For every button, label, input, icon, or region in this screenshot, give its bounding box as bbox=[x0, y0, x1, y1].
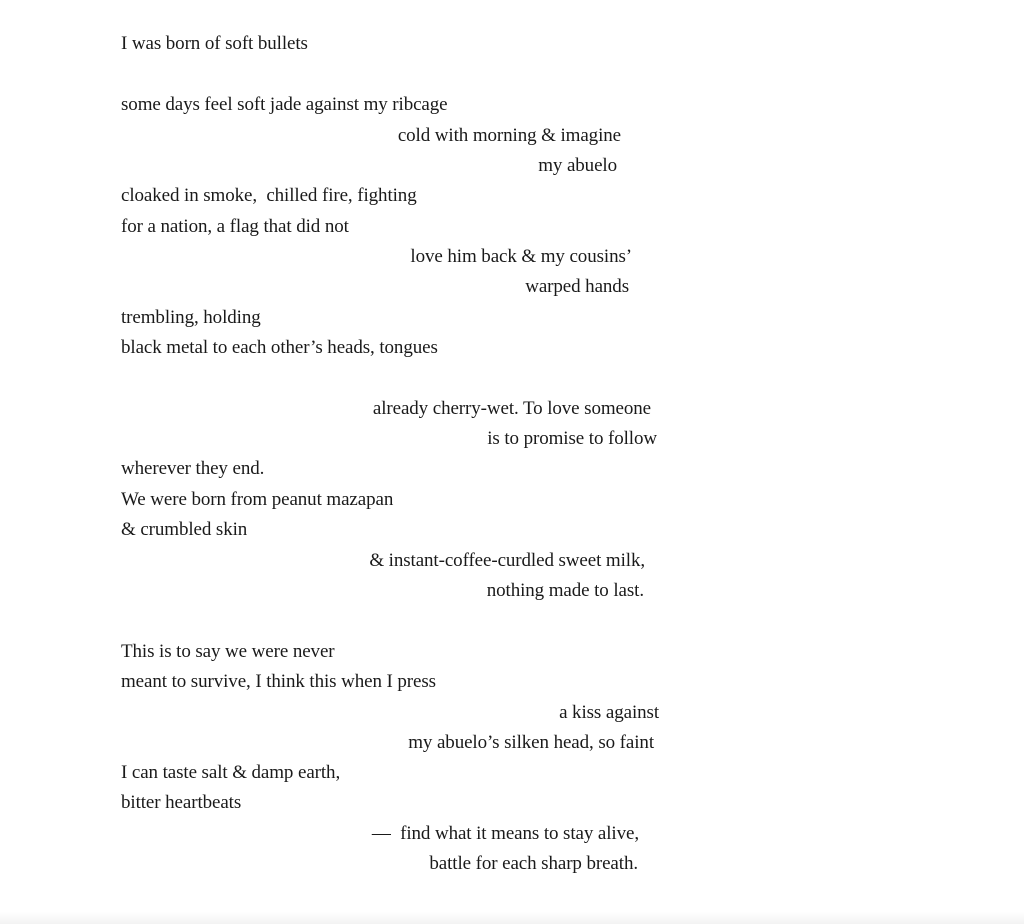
page-bottom-edge bbox=[0, 912, 1024, 924]
poem-line: wherever they end. bbox=[121, 458, 265, 479]
poem-line: cold with morning & imagine bbox=[397, 125, 621, 146]
poem-line: & crumbled skin bbox=[121, 519, 248, 540]
poem-line: black metal to each other’s heads, tongues bbox=[121, 337, 438, 358]
poem-line: meant to survive, I think this when I press bbox=[121, 671, 436, 692]
poem-line: — find what it means to stay alive, bbox=[371, 823, 639, 844]
poem-line: We were born from peanut mazapan bbox=[121, 489, 394, 510]
poem-line: battle for each sharp breath. bbox=[429, 853, 638, 874]
poem-line: This is to say we were never bbox=[121, 641, 335, 662]
poem-line: nothing made to last. bbox=[486, 580, 644, 601]
poem-line: some days feel soft jade against my ribcage bbox=[121, 94, 448, 115]
poem-line: for a nation, a flag that did not bbox=[121, 216, 349, 237]
poem-line: & instant-coffee-curdled sweet milk, bbox=[369, 550, 645, 571]
poem-line: my abuelo’s silken head, so faint bbox=[408, 732, 654, 753]
poem-line: I was born of soft bullets bbox=[121, 33, 308, 54]
poem-line: already cherry-wet. To love someone bbox=[372, 398, 651, 419]
poem-line: is to promise to follow bbox=[487, 428, 657, 449]
poem-line: love him back & my cousins’ bbox=[410, 246, 632, 267]
poem-line: bitter heartbeats bbox=[121, 792, 242, 813]
poem-line: a kiss against bbox=[559, 702, 659, 723]
poem-line: my abuelo bbox=[538, 155, 617, 176]
poem-line: cloaked in smoke, chilled fire, fighting bbox=[121, 185, 417, 206]
poem-line: I can taste salt & damp earth, bbox=[121, 762, 341, 783]
poem-line: warped hands bbox=[525, 276, 629, 297]
poem-line: trembling, holding bbox=[121, 307, 261, 328]
